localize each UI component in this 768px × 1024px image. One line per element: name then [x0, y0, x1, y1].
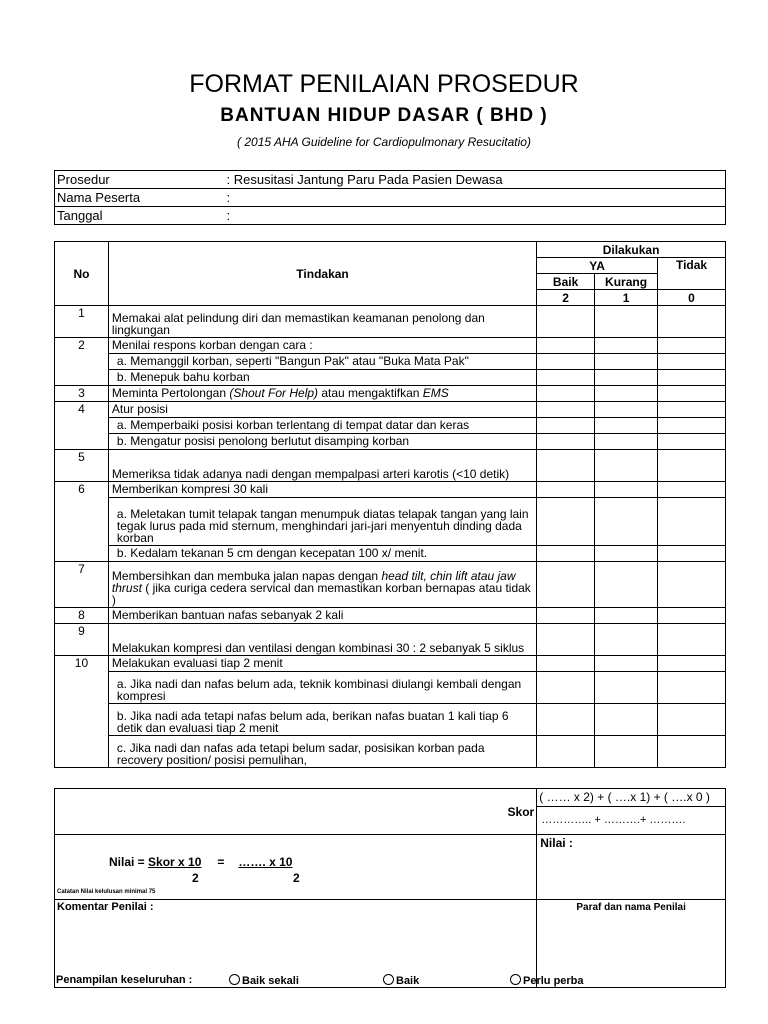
nilai-formula: [109, 855, 292, 869]
row-text-italic: EMS: [422, 386, 449, 400]
header-no: No: [55, 242, 109, 306]
check-tidak[interactable]: [658, 624, 726, 656]
check-kurang[interactable]: [595, 624, 658, 656]
table-row: [55, 736, 726, 768]
check-baik[interactable]: [537, 736, 595, 768]
row-text: a. Jika nadi dan nafas belum ada, teknik kombinasi diulangi kembali dengan kompresi: [108, 672, 536, 704]
skor-label-cell: [55, 789, 537, 835]
header-dilakukan: Dilakukan: [537, 242, 726, 258]
score-tidak: 0: [658, 290, 726, 306]
table-row: [55, 450, 726, 482]
row-text: Memeriksa tidak adanya nadi dengan mempalpasi arteri karotis (<10 detik): [108, 450, 536, 482]
row-number: 3: [55, 386, 109, 402]
skor-label: Skor: [507, 804, 535, 819]
paraf-box[interactable]: Paraf dan nama Penilai: [537, 900, 726, 988]
check-kurang[interactable]: [595, 736, 658, 768]
check-tidak[interactable]: [658, 608, 726, 624]
row-text: a. Memanggil korban, seperti "Bangun Pak" atau "Buka Mata Pak": [108, 354, 536, 370]
row-text-part: atau mengaktifkan: [318, 386, 423, 400]
info-row-nama: [55, 189, 726, 207]
catatan-note: Catatan Nilai kelulusan minimal 75: [57, 889, 156, 895]
check-kurang[interactable]: [595, 608, 658, 624]
check-baik[interactable]: [537, 434, 595, 450]
skor-formula-cell: [537, 789, 726, 835]
info-label: Prosedur: [57, 172, 110, 187]
nilai-formula-value: ……. x 10: [238, 855, 293, 869]
score-table: [54, 788, 726, 988]
row-text: Memberikan bantuan nafas sebanyak 2 kali: [108, 608, 536, 624]
check-baik[interactable]: [537, 354, 595, 370]
table-row: [55, 434, 726, 450]
row-number: 8: [55, 608, 109, 624]
nilai-divisor-a: 2: [192, 871, 199, 885]
check-kurang[interactable]: [595, 562, 658, 608]
row-text: b. Jika nadi ada tetapi nafas belum ada, berikan nafas buatan 1 kali tiap 6 detik dan evaluasi tiap 2 menit: [108, 704, 536, 736]
table-row: [55, 386, 726, 402]
check-tidak[interactable]: [658, 306, 726, 338]
check-kurang[interactable]: [595, 450, 658, 482]
row-text: Menilai respons korban dengan cara :: [108, 338, 536, 354]
check-baik[interactable]: [537, 704, 595, 736]
check-tidak[interactable]: [658, 418, 726, 434]
info-table: [54, 170, 726, 225]
row-number: 9: [55, 624, 109, 656]
row-text: b. Menepuk bahu korban: [108, 370, 536, 386]
row-text: b. Kedalam tekanan 5 cm dengan kecepatan 100 x/ menit.: [108, 546, 536, 562]
row-text-italic: head tilt, chin lift atau jaw thrust: [111, 569, 516, 595]
check-tidak[interactable]: [658, 402, 726, 418]
row-text: Atur posisi: [108, 402, 536, 418]
table-row: [55, 370, 726, 386]
check-baik[interactable]: [537, 306, 595, 338]
check-baik[interactable]: [537, 656, 595, 672]
nilai-box[interactable]: Nilai :: [537, 835, 726, 900]
check-baik[interactable]: [537, 482, 595, 498]
check-baik[interactable]: [537, 546, 595, 562]
check-tidak[interactable]: [658, 354, 726, 370]
info-value[interactable]: :: [226, 190, 231, 205]
skor-formula: ( …… x 2) + ( ….x 1) + ( ….x 0 ): [537, 789, 725, 807]
row-text-part: Meminta Pertolongan: [111, 386, 230, 400]
check-tidak[interactable]: [658, 386, 726, 402]
radio-icon[interactable]: [229, 974, 240, 985]
check-kurang[interactable]: [595, 402, 658, 418]
check-tidak[interactable]: [658, 546, 726, 562]
check-tidak[interactable]: [658, 434, 726, 450]
check-kurang[interactable]: [595, 354, 658, 370]
table-row: [55, 338, 726, 354]
form-subtitle: BANTUAN HIDUP DASAR ( BHD ): [220, 105, 548, 126]
check-tidak[interactable]: [658, 656, 726, 672]
table-row: [55, 672, 726, 704]
option-label: Baik: [396, 974, 420, 987]
table-row: [55, 608, 726, 624]
radio-icon[interactable]: [510, 974, 521, 985]
check-kurang[interactable]: [595, 386, 658, 402]
row-text: Memakai alat pelindung diri dan memastikan keamanan penolong dan lingkungan: [108, 306, 536, 338]
row-text-italic: (Shout For Help): [229, 386, 319, 400]
row-text-part: Membersihkan dan membuka jalan napas dengan: [111, 569, 382, 583]
row-text: [108, 562, 536, 608]
header-kurang: Kurang: [595, 274, 658, 290]
score-baik: 2: [537, 290, 595, 306]
check-baik[interactable]: [537, 450, 595, 482]
check-kurang[interactable]: [595, 482, 658, 498]
check-kurang[interactable]: [595, 672, 658, 704]
check-baik[interactable]: [537, 562, 595, 608]
row-text: c. Jika nadi dan nafas ada tetapi belum sadar, posisikan korban pada recovery position/ posisi pemulihan,: [108, 736, 536, 768]
row-text: Melakukan evaluasi tiap 2 menit: [108, 656, 536, 672]
check-kurang[interactable]: [595, 498, 658, 546]
nilai-formula-equals: =: [217, 855, 225, 869]
assessment-table: [54, 241, 726, 768]
check-tidak[interactable]: [658, 736, 726, 768]
row-text-part: ( jika curiga cedera servical dan memastikan korban bernapas atau tidak ): [111, 581, 531, 607]
option-label: Baik sekali: [242, 974, 299, 987]
nilai-formula-skor: Skor x 10: [148, 855, 202, 869]
penampilan-row: [55, 972, 584, 988]
check-kurang[interactable]: [595, 434, 658, 450]
row-number: 2: [55, 338, 109, 386]
table-row: [55, 624, 726, 656]
check-baik[interactable]: [537, 624, 595, 656]
check-baik[interactable]: [537, 418, 595, 434]
table-row: [55, 656, 726, 672]
check-baik[interactable]: [537, 402, 595, 418]
table-row: [55, 418, 726, 434]
radio-icon[interactable]: [383, 974, 394, 985]
table-row: [55, 402, 726, 418]
form-title: FORMAT PENILAIAN PROSEDUR: [189, 70, 579, 98]
check-tidak[interactable]: [658, 482, 726, 498]
row-text: b. Mengatur posisi penolong berlutut disamping korban: [108, 434, 536, 450]
info-label: Nama Peserta: [57, 190, 141, 205]
table-row: [55, 306, 726, 338]
option-baik-sekali[interactable]: [229, 974, 299, 987]
penampilan-label: Penampilan keseluruhan :: [56, 973, 193, 986]
header-tidak: Tidak: [658, 258, 726, 290]
check-tidak[interactable]: [658, 562, 726, 608]
info-value[interactable]: :: [226, 208, 231, 223]
guideline-note: ( 2015 AHA Guideline for Cardiopulmonary Resucitatio): [237, 135, 531, 149]
score-kurang: 1: [595, 290, 658, 306]
check-tidak[interactable]: [658, 370, 726, 386]
table-row: [55, 704, 726, 736]
table-row: [55, 498, 726, 546]
nilai-formula-cell: [55, 835, 537, 900]
check-baik[interactable]: [537, 338, 595, 354]
option-label: Perlu perba: [523, 974, 584, 987]
row-text: Memberikan kompresi 30 kali: [108, 482, 536, 498]
option-perlu-perbaikan[interactable]: [510, 974, 584, 987]
check-tidak[interactable]: [658, 704, 726, 736]
check-baik[interactable]: [537, 386, 595, 402]
check-baik[interactable]: [537, 498, 595, 546]
table-row: [55, 354, 726, 370]
header-tindakan: Tindakan: [108, 242, 536, 306]
table-row: [55, 562, 726, 608]
row-number: 7: [55, 562, 109, 608]
nilai-divisor-b: 2: [293, 871, 300, 885]
check-tidak[interactable]: [658, 672, 726, 704]
nilai-formula-text: Nilai =: [109, 855, 149, 869]
check-kurang[interactable]: [595, 338, 658, 354]
table-row: [55, 482, 726, 498]
check-tidak[interactable]: [658, 450, 726, 482]
header-ya: YA: [537, 258, 658, 274]
option-baik[interactable]: [383, 974, 419, 987]
row-number: 6: [55, 482, 109, 562]
row-text: [108, 386, 536, 402]
row-number: 10: [55, 656, 109, 768]
row-text: a. Meletakan tumit telapak tangan menumpuk diatas telapak tangan yang lain tegak lurus pada mid sternum, menghindari jari-jari menyentuh dinding dada korban: [108, 498, 536, 546]
table-row: [55, 546, 726, 562]
header-baik: Baik: [537, 274, 595, 290]
row-number: 1: [55, 306, 109, 338]
check-tidak[interactable]: [658, 498, 726, 546]
info-row-prosedur: [55, 171, 726, 189]
row-number: 4: [55, 402, 109, 450]
info-row-tanggal: [55, 207, 726, 225]
check-baik[interactable]: [537, 370, 595, 386]
check-baik[interactable]: [537, 608, 595, 624]
check-kurang[interactable]: [595, 370, 658, 386]
info-label: Tanggal: [57, 208, 103, 223]
info-value: : Resusitasi Jantung Paru Pada Pasien Dewasa: [226, 172, 503, 187]
check-kurang[interactable]: [595, 656, 658, 672]
komentar-box[interactable]: Komentar Penilai :: [55, 900, 537, 972]
check-baik[interactable]: [537, 672, 595, 704]
check-kurang[interactable]: [595, 704, 658, 736]
row-number: 5: [55, 450, 109, 482]
row-text: Melakukan kompresi dan ventilasi dengan kombinasi 30 : 2 sebanyak 5 siklus: [108, 624, 536, 656]
row-text: a. Memperbaiki posisi korban terlentang di tempat datar dan keras: [108, 418, 536, 434]
check-kurang[interactable]: [595, 306, 658, 338]
check-tidak[interactable]: [658, 338, 726, 354]
skor-formula-line2: ………….. + ……….+ ……….: [541, 814, 686, 826]
check-kurang[interactable]: [595, 418, 658, 434]
check-kurang[interactable]: [595, 546, 658, 562]
